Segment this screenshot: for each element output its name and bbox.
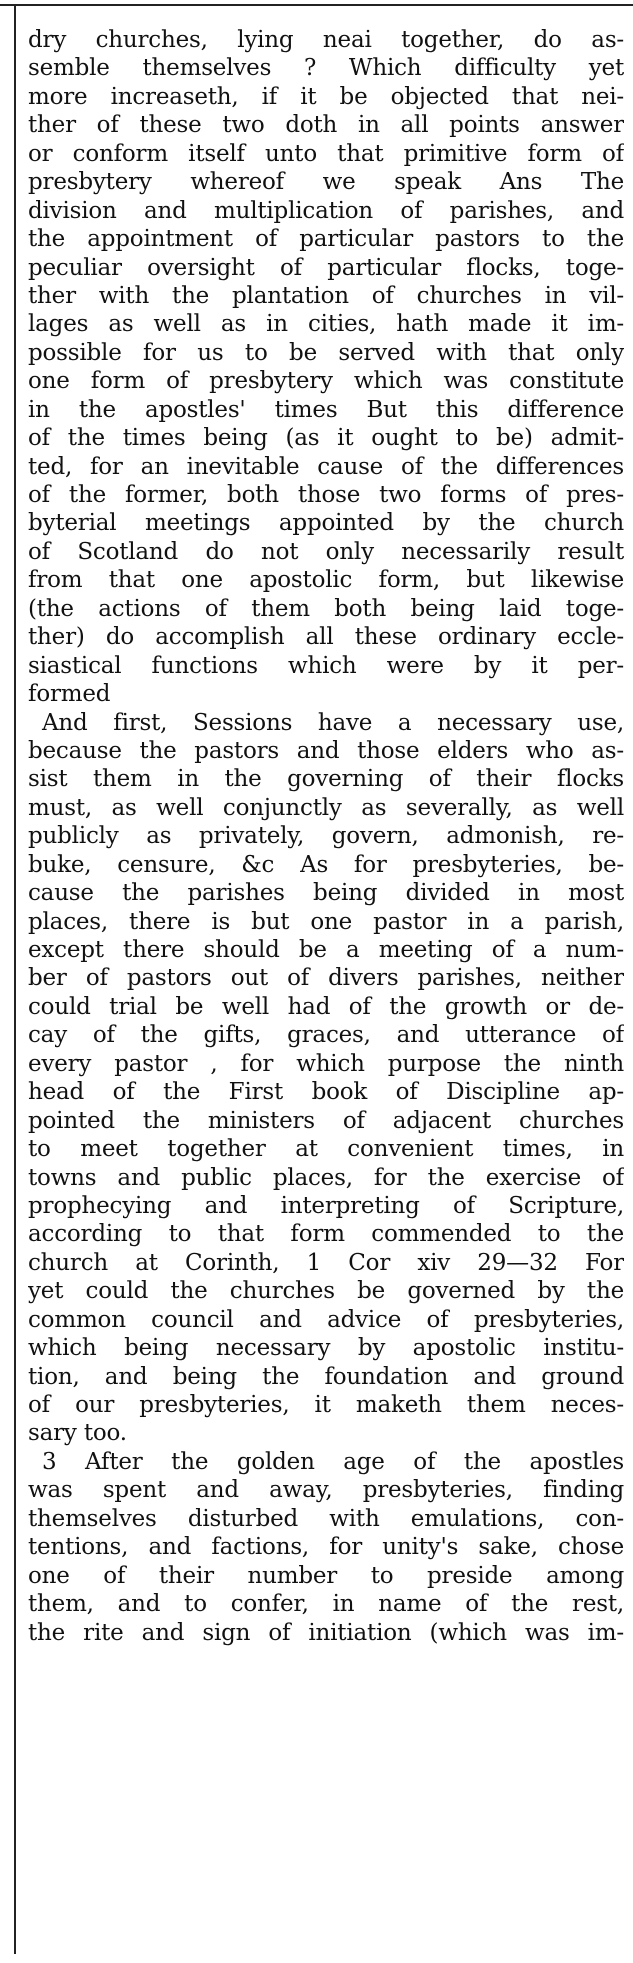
text-line: of the former, both those two forms of pres-	[28, 482, 624, 508]
text-line: of the times being (as it ought to be) admit-	[28, 425, 624, 452]
text-line: possible for us to be served with that only	[28, 339, 624, 366]
text-line: sist them in the governing of their flocks	[28, 766, 624, 793]
text-line: church at Corinth, 1 Cor xiv 29—32 For	[28, 1249, 624, 1276]
text-line: siastical functions which were by it per-	[28, 652, 624, 679]
text-line: must, as well conjunctly as severally, as well	[28, 794, 624, 821]
text-line: every pastor , for which purpose the ninth	[28, 1050, 624, 1077]
text-line: one form of presbytery which was constitute	[28, 368, 624, 395]
text-line: cay of the gifts, graces, and utterance of	[28, 1022, 624, 1049]
text-line: which being necessary by apostolic institu-	[28, 1335, 624, 1362]
text-line: prophecying and interpreting of Scripture,	[28, 1192, 624, 1219]
text-line: publicly as privately, govern, admonish, re-	[28, 823, 624, 850]
text-line: more increaseth, if it be objected that nei-	[28, 83, 624, 110]
text-line: to meet together at convenient times, in	[28, 1136, 624, 1163]
text-line: yet could the churches be governed by the	[28, 1278, 624, 1305]
text-line: towns and public places, for the exercise of	[28, 1164, 624, 1191]
text-line: peculiar oversight of particular flocks, toge-	[28, 254, 624, 281]
paragraph-start-line: 3 After the golden age of the apostles	[42, 1448, 624, 1475]
text-line: could trial be well had of the growth or de-	[28, 993, 624, 1020]
text-line: ther) do accomplish all these ordinary eccle-	[28, 624, 624, 651]
left-column-rule	[14, 4, 16, 1954]
text-column	[28, 26, 624, 1647]
text-line: ther with the plantation of churches in vil-	[28, 282, 624, 309]
text-line: ther of these two doth in all points answer	[28, 112, 624, 139]
text-line: one of their number to preside among	[28, 1562, 624, 1589]
text-line: the rite and sign of initiation (which was im-	[28, 1619, 624, 1646]
text-line: presbytery whereof we speak Ans The	[28, 169, 624, 196]
text-line: of Scotland do not only necessarily result	[28, 538, 624, 565]
text-line: them, and to confer, in name of the rest,	[28, 1591, 624, 1618]
text-line: tion, and being the foundation and ground	[28, 1363, 624, 1390]
text-line: themselves disturbed with emulations, con-	[28, 1505, 624, 1532]
text-line: was spent and away, presbyteries, finding	[28, 1477, 624, 1504]
text-line: byterial meetings appointed by the church	[28, 510, 624, 537]
text-line: according to that form commended to the	[28, 1221, 624, 1248]
text-line: common council and advice of presbyteries,	[28, 1306, 624, 1333]
text-line: pointed the ministers of adjacent churches	[28, 1107, 624, 1134]
text-line: division and multiplication of parishes, and	[28, 197, 624, 224]
text-line: the appointment of particular pastors to the	[28, 226, 624, 253]
text-line: semble themselves ? Which difficulty yet	[28, 55, 624, 82]
text-line: formed	[28, 681, 111, 708]
text-line: dry churches, lying neai together, do as-	[28, 27, 624, 53]
text-line: except there should be a meeting of a num-	[28, 937, 624, 963]
text-line: or conform itself unto that primitive form of	[28, 140, 624, 167]
text-line: in the apostles' times But this difference	[28, 396, 624, 423]
text-line: tentions, and factions, for unity's sake, chose	[28, 1534, 624, 1561]
text-line: (the actions of them both being laid toge-	[28, 595, 624, 622]
text-line: sary too.	[28, 1420, 127, 1447]
text-line: buke, censure, &c As for presbyteries, be-	[28, 851, 624, 878]
text-line: ber of pastors out of divers parishes, neither	[28, 965, 624, 992]
text-line: places, there is but one pastor in a parish,	[28, 908, 624, 935]
text-line: head of the First book of Discipline ap-	[28, 1079, 624, 1106]
text-line: because the pastors and those elders who as-	[28, 737, 624, 764]
text-line: lages as well as in cities, hath made it im-	[28, 311, 624, 338]
text-line: cause the parishes being divided in most	[28, 880, 624, 907]
text-line: of our presbyteries, it maketh them neces-	[28, 1392, 624, 1418]
text-line: ted, for an inevitable cause of the differences	[28, 453, 624, 480]
top-rule	[0, 4, 633, 6]
text-line: from that one apostolic form, but likewise	[28, 567, 624, 594]
paragraph-start-line: And first, Sessions have a necessary use,	[42, 709, 624, 736]
